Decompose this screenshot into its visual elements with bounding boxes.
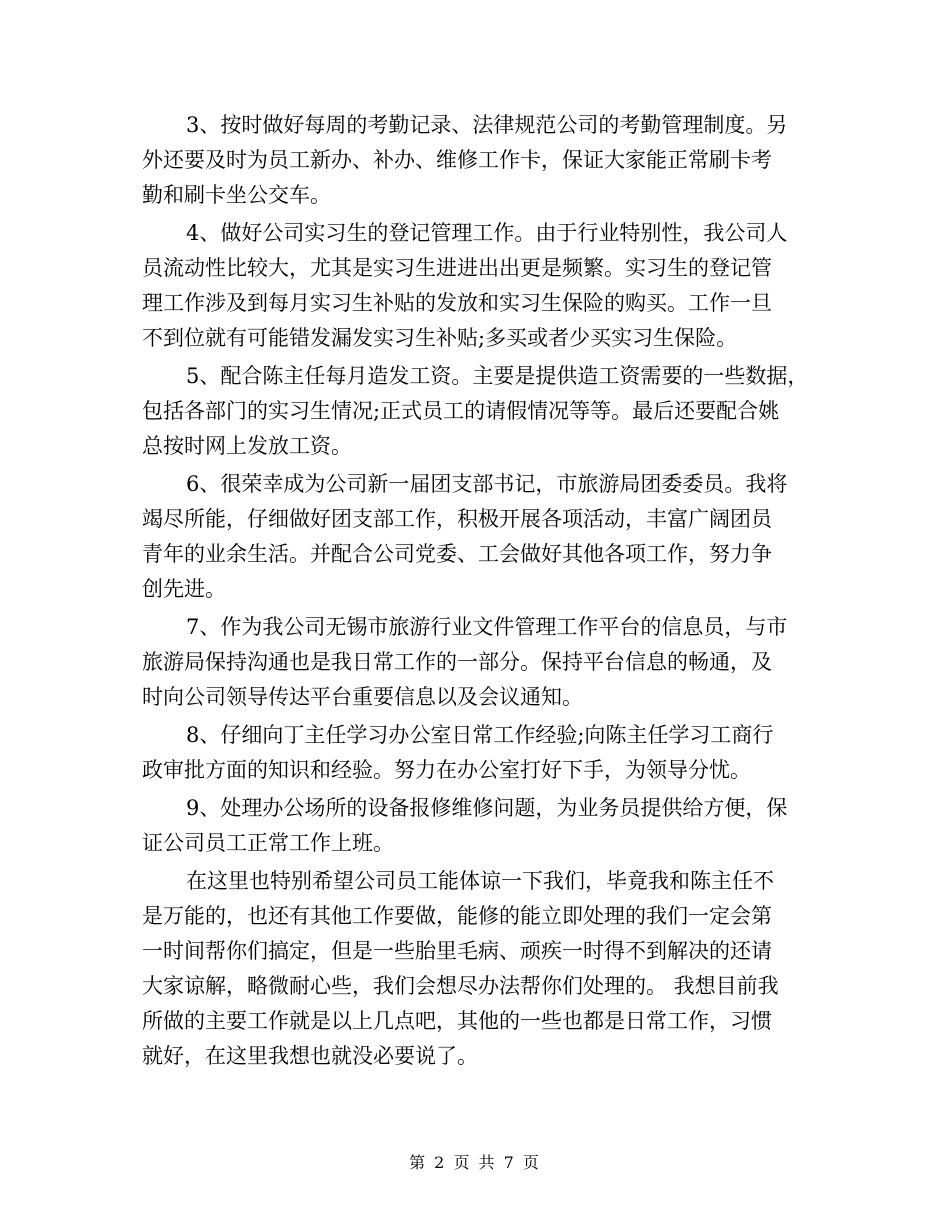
paragraph-closing (142, 864, 810, 1074)
text-line: 6、很荣幸成为公司新一届团支部书记，市旅游局团委委员。我将 (186, 472, 788, 496)
text-line: 员流动性比较大，尤其是实习生进进出出更是频繁。实习生的登记管 (142, 256, 772, 280)
paragraph-item-8 (142, 718, 810, 788)
text-line: 旅游局保持沟通也是我日常工作的一部分。保持平台信息的畅通，及 (142, 650, 772, 674)
text-line: 创先进。 (142, 577, 226, 601)
text-line: 证公司员工正常工作上班。 (142, 831, 394, 855)
text-line: 4、做好公司实习生的登记管理工作。由于行业特别性，我公司人 (186, 221, 788, 245)
paragraph-item-3 (142, 108, 810, 213)
paragraph-item-7 (142, 610, 810, 715)
text-line: 8、仔细向丁主任学习办公室日常工作经验;向陈主任学习工商行 (186, 723, 774, 747)
text-line: 竭尽所能，仔细做好团支部工作，积极开展各项活动，丰富广阔团员 (142, 507, 772, 531)
paragraph-item-4 (142, 216, 810, 356)
text-line: 所做的主要工作就是以上几点吧，其他的一些也都是日常工作，习惯 (142, 1009, 772, 1033)
text-line: 一时间帮你们搞定，但是一些胎里毛病、顽疾一时得不到解决的还请 (142, 939, 772, 963)
text-line: 大家谅解，略微耐心些，我们会想尽办法帮你们处理的。 我想目前我 (142, 974, 779, 998)
page-number-footer: 第 2 页 共 7 页 (409, 1153, 541, 1172)
text-line: 不到位就有可能错发漏发实习生补贴;多买或者少买实习生保险。 (142, 326, 738, 350)
text-line: 总按时网上发放工资。 (142, 434, 352, 458)
text-line: 7、作为我公司无锡市旅游行业文件管理工作平台的信息员，与市 (186, 615, 788, 639)
text-line: 青年的业余生活。并配合公司党委、工会做好其他各项工作，努力争 (142, 542, 772, 566)
text-line: 3、按时做好每周的考勤记录、法律规范公司的考勤管理制度。另 (186, 113, 788, 137)
text-line: 政审批方面的知识和经验。努力在办公室打好下手，为领导分忧。 (142, 758, 751, 782)
text-line: 外还要及时为员工新办、补办、维修工作卡，保证大家能正常刷卡考 (142, 148, 772, 172)
paragraph-item-5 (142, 359, 810, 464)
text-line: 包括各部门的实习生情况;正式员工的请假情况等等。最后还要配合姚 (142, 399, 780, 423)
text-line: 9、处理办公场所的设备报修维修问题，为业务员提供给方便，保 (186, 796, 788, 820)
text-line: 勤和刷卡坐公交车。 (142, 183, 331, 207)
text-line: 在这里也特别希望公司员工能体谅一下我们，毕竟我和陈主任不 (186, 869, 774, 893)
document-body (142, 108, 810, 1074)
text-line: 时向公司领导传达平台重要信息以及会议通知。 (142, 685, 583, 709)
paragraph-item-6 (142, 467, 810, 607)
paragraph-item-9 (142, 791, 810, 861)
text-line: 是万能的，也还有其他工作要做，能修的能立即处理的我们一定会第 (142, 904, 772, 928)
text-line: 5、配合陈主任每月造发工资。主要是提供造工资需要的一些数据， (186, 364, 809, 388)
text-line: 理工作涉及到每月实习生补贴的发放和实习生保险的购买。工作一旦 (142, 291, 772, 315)
text-line: 就好，在这里我想也就没必要说了。 (142, 1044, 478, 1068)
